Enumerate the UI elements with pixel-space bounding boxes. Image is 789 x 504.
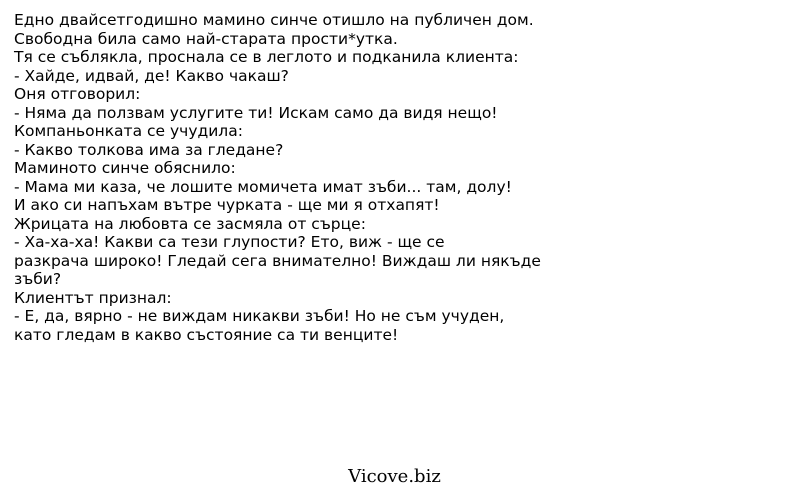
joke-line: - Ха-ха-ха! Какви са тези глупости? Ето, виж - ще се [14,233,445,251]
joke-line: зъби? [14,270,62,288]
joke-line: Свободна била само най-старата прости*утка. [14,29,398,48]
site-footer: Vicove.biz [348,466,441,487]
joke-line: И ако си напъхам вътре чурката - ще ми я отхапят! [14,196,440,214]
joke-line: - Какво толкова има за гледане? [14,140,284,159]
joke-line: разкрача широко! Гледай сега внимателно! Виждаш ли някъде [14,251,541,270]
joke-line: Едно двайсетгодишно мамино синче отишло на публичен дом. [14,11,534,29]
joke-line: Компаньонката се учудила: [14,122,243,140]
joke-line: Маминото синче обяснило: [14,159,236,177]
joke-line: - Хайде, идвай, де! Какво чакаш? [14,66,289,85]
joke-line: - Мама ми каза, че лошите момичета имат зъби... там, долу! [14,177,512,196]
joke-line: - Няма да ползвам услугите ти! Искам само да видя нещо! [14,103,498,122]
joke-line: Жрицата на любовта се засмяла от сърце: [14,214,366,233]
joke-line: Клиентът признал: [14,288,172,307]
joke-line: Тя се съблякла, проснала се в леглото и подканила клиента: [14,48,519,66]
joke-line: Оня отговорил: [14,85,141,103]
joke-text [14,11,614,344]
joke-line: като гледам в какво състояние са ти венците! [14,325,399,344]
joke-line: - Е, да, вярно - не виждам никакви зъби! Но не съм учуден, [14,307,505,325]
